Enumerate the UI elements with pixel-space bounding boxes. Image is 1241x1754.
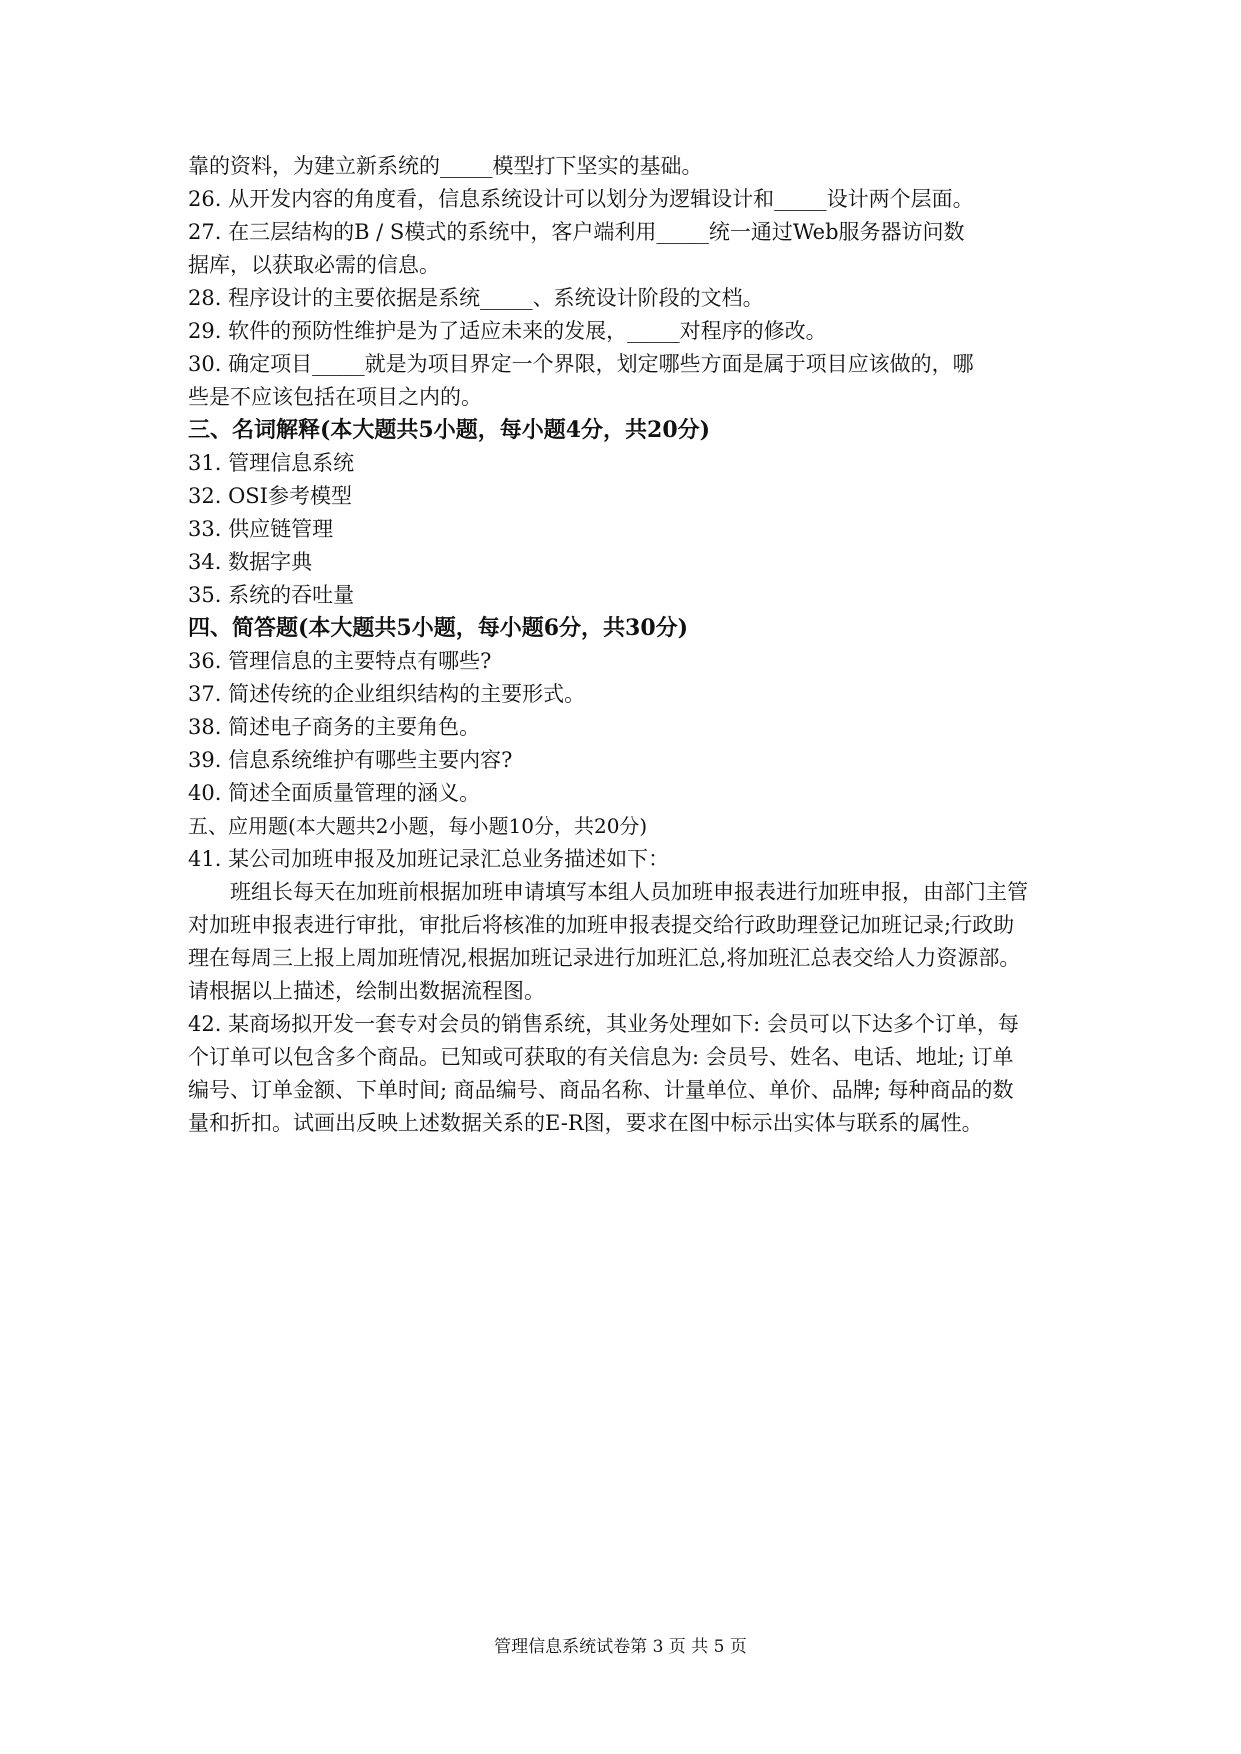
question-41: 41. 某公司加班申报及加班记录汇总业务描述如下： — [188, 847, 670, 871]
question-39: 39. 信息系统维护有哪些主要内容? — [188, 748, 513, 772]
question-33: 33. 供应链管理 — [188, 517, 334, 541]
page-footer: 管理信息系统试卷第 3 页 共 5 页 — [494, 1637, 747, 1657]
text-line: 对加班申报表进行审批，审批后将核准的加班申报表提交给行政助理登记加班记录;行政助 — [188, 913, 1015, 937]
text-line: 个订单可以包含多个商品。已知或可获取的有关信息为: 会员号、姓名、电话、地址; 订单 — [188, 1045, 1014, 1069]
question-28: 28. 程序设计的主要依据是系统_____、系统设计阶段的文档。 — [188, 286, 764, 310]
question-36: 36. 管理信息的主要特点有哪些? — [188, 649, 492, 673]
question-30: 30. 确定项目_____就是为项目界定一个界限，划定哪些方面是属于项目应该做的，哪 — [188, 352, 974, 376]
text-line: 理在每周三上报上周加班情况,根据加班记录进行加班汇总,将加班汇总表交给人力资源部。 — [188, 946, 1021, 970]
question-26: 26. 从开发内容的角度看，信息系统设计可以划分为逻辑设计和_____设计两个层面。 — [188, 187, 974, 211]
exam-page-content — [188, 150, 1068, 1140]
question-29: 29. 软件的预防性维护是为了适应未来的发展，_____对程序的修改。 — [188, 319, 827, 343]
section-heading-3: 三、名词解释(本大题共5小题，每小题4分，共20分) — [188, 417, 711, 443]
text-line: 班组长每天在加班前根据加班申请填写本组人员加班申报表进行加班申报，由部门主管 — [230, 880, 1028, 904]
text-line: 编号、订单金额、下单时间; 商品编号、商品名称、计量单位、单价、品牌; 每种商品的数 — [188, 1078, 1014, 1102]
question-38: 38. 简述电子商务的主要角色。 — [188, 715, 481, 739]
question-32: 32. OSI参考模型 — [188, 484, 352, 508]
question-35: 35. 系统的吞吐量 — [188, 583, 355, 607]
text-line: 请根据以上描述，绘制出数据流程图。 — [188, 979, 545, 1003]
text-line: 量和折扣。试画出反映上述数据关系的E-R图，要求在图中标示出实体与联系的属性。 — [188, 1111, 983, 1135]
text-line: 些是不应该包括在项目之内的。 — [188, 385, 482, 409]
text-line: 靠的资料，为建立新系统的_____模型打下坚实的基础。 — [188, 154, 703, 178]
section-heading-5: 五、应用题(本大题共2小题，每小题10分，共20分) — [188, 814, 648, 838]
question-37: 37. 简述传统的企业组织结构的主要形式。 — [188, 682, 586, 706]
section-heading-4: 四、简答题(本大题共5小题，每小题6分，共30分) — [188, 615, 689, 641]
question-40: 40. 简述全面质量管理的涵义。 — [188, 781, 481, 805]
question-34: 34. 数据字典 — [188, 550, 313, 574]
question-31: 31. 管理信息系统 — [188, 451, 355, 475]
text-line: 据库，以获取必需的信息。 — [188, 253, 440, 277]
question-42: 42. 某商场拟开发一套专对会员的销售系统，其业务处理如下: 会员可以下达多个订单，每 — [188, 1012, 1019, 1036]
question-27: 27. 在三层结构的B / S模式的系统中，客户端利用_____统一通过Web服务器访问数 — [188, 220, 965, 244]
